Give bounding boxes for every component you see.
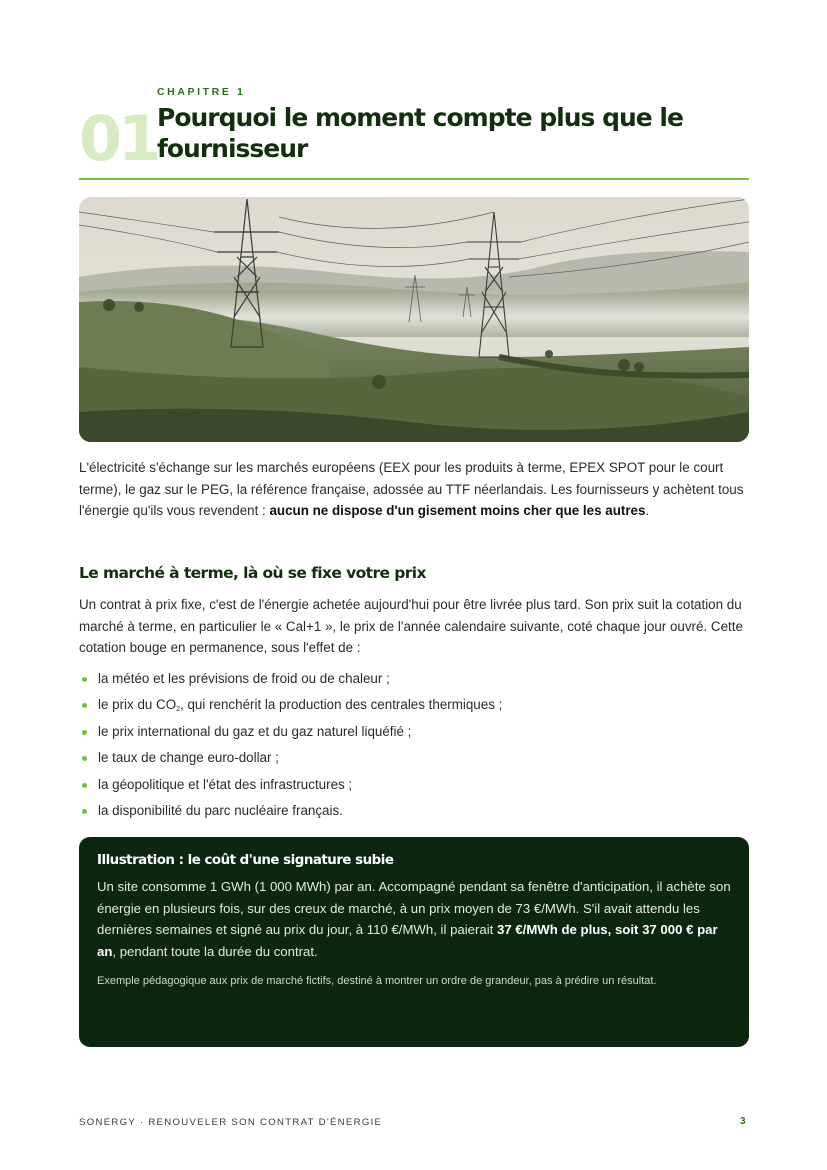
header-divider bbox=[79, 178, 749, 180]
callout-note: Exemple pédagogique aux prix de marché fictifs, destiné à montrer un ordre de grandeur, pas à prédire un résultat. bbox=[97, 975, 657, 988]
intro-end: . bbox=[645, 503, 650, 519]
intro-paragraph bbox=[79, 457, 749, 522]
bullet-icon bbox=[82, 756, 87, 761]
section-heading: Le marché à terme, là où se fixe votre prix bbox=[79, 564, 426, 582]
hero-image-power-lines bbox=[79, 197, 749, 442]
illustration-callout bbox=[79, 837, 749, 1047]
callout-title: Illustration : le coût d'une signature subie bbox=[97, 853, 394, 868]
callout-bold: 37 €/MWh de plus, soit 37 000 € par an bbox=[97, 922, 718, 959]
list-item: le prix du $CO_2$, qui renchérit la production des centrales thermiques ; bbox=[79, 692, 749, 718]
footer-title: SONERGY · RENOUVELER SON CONTRAT D'ÉNERGIE bbox=[79, 1117, 383, 1128]
intro-bold: aucun ne dispose d'un gisement moins cher que les autres bbox=[269, 503, 646, 519]
page-number: 3 bbox=[740, 1116, 746, 1127]
bullet-icon bbox=[82, 809, 87, 814]
bullet-icon bbox=[82, 677, 87, 682]
list-item: la disponibilité du parc nucléaire français. bbox=[79, 798, 749, 824]
list-item: la géopolitique et l'état des infrastructures ; bbox=[79, 772, 749, 798]
section-paragraph: Un contrat à prix fixe, c'est de l'énergie achetée aujourd'hui pour être livrée plus tard. Son prix suit la cotation du marché à terme, en particulier le « Cal+1 », le prix de l'année calendaire suivante, coté chaque jour ouvré. Cette cotation bouge en permanence, sous l'effet de : bbox=[79, 597, 743, 656]
bullet-icon bbox=[82, 703, 87, 708]
factor-list bbox=[79, 666, 749, 824]
chapter-header bbox=[79, 86, 749, 180]
page-title: Pourquoi le moment compte plus que le fournisseur bbox=[157, 103, 683, 163]
callout-text: Un site consomme 1 GWh (1 000 MWh) par an. Accompagné pendant sa fenêtre d'anticipation, il achète son énergie en plusieurs fois, sur des creux de marché, à un prix moyen de 73 €/MWh. S'il avait attendu les dernières semaines et signé au prix du jour, à 110 €/MWh, il paierait 37 €/MWh de plus, soit 37 000 € par an, pendant toute la durée du contrat. bbox=[97, 879, 731, 959]
list-item: le prix international du gaz et du gaz naturel liquéfié ; bbox=[79, 719, 749, 745]
bullet-icon bbox=[82, 783, 87, 788]
intro-text: L'électricité s'échange sur les marchés européens (EEX pour les produits à terme, EPEX SPOT pour le court terme), le gaz sur le PEG, la référence française, adossée au TTF néerlandais. Les fournisseurs y achètent tous l'énergie qu'ils vous revendent : bbox=[79, 460, 744, 519]
bullet-icon bbox=[82, 730, 87, 735]
chapter-kicker: CHAPITRE 1 bbox=[157, 86, 246, 98]
list-item: le taux de change euro-dollar ; bbox=[79, 745, 749, 771]
chapter-number: 01 bbox=[79, 102, 158, 175]
list-item: la météo et les prévisions de froid ou de chaleur ; bbox=[79, 666, 749, 692]
